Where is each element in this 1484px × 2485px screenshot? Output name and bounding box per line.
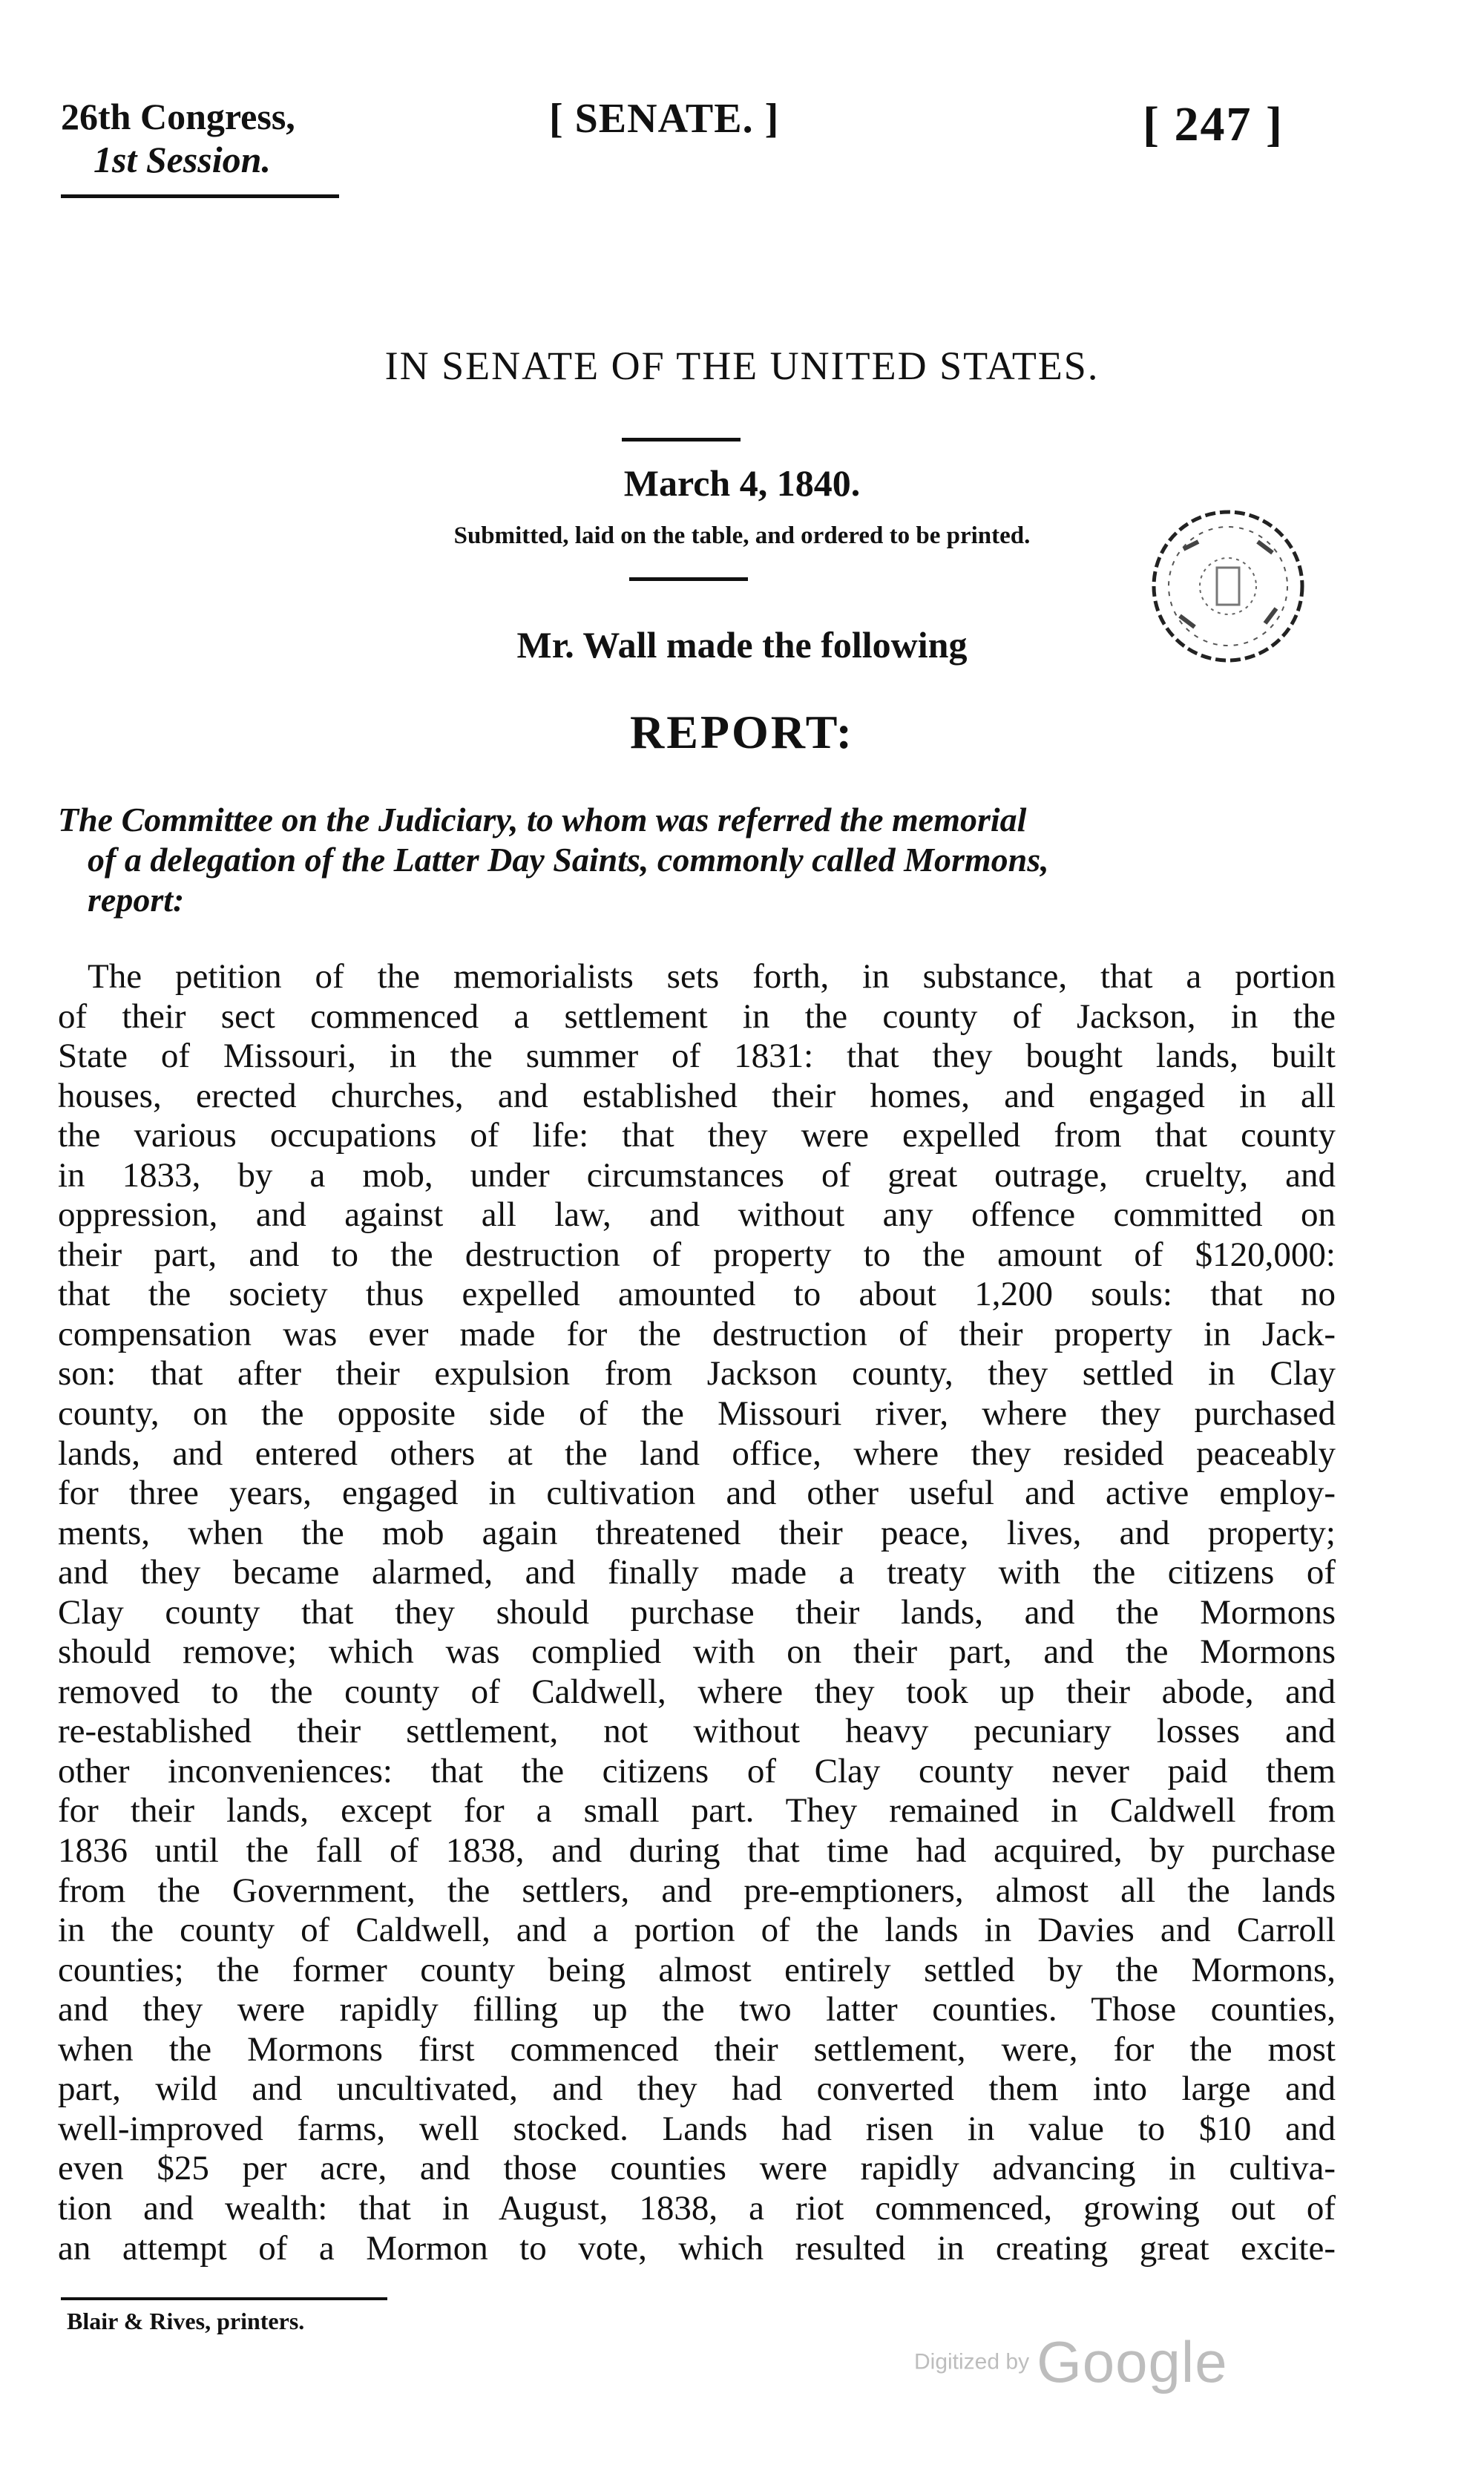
body-line: an attempt of a Mormon to vote, which resulted in creating great excite-: [58, 2228, 1336, 2268]
body-line: for their lands, except for a small part. They remained in Caldwell from: [58, 1791, 1336, 1831]
body-line: son: that after their expulsion from Jackson county, they settled in Clay: [58, 1354, 1336, 1393]
body-line: for three years, engaged in cultivation and other useful and active employ-: [58, 1474, 1336, 1513]
body-line: and they became alarmed, and finally made a treaty with the citizens of: [58, 1553, 1336, 1592]
body-line: ments, when the mob again threatened their peace, lives, and property;: [58, 1513, 1336, 1552]
committee-line: report:: [88, 881, 185, 919]
submitted-note: Submitted, laid on the table, and ordered to be printed.: [453, 522, 1031, 549]
body-line: oppression, and against all law, and without any offence committed on: [58, 1195, 1336, 1235]
body-line: The petition of the memorialists sets forth, in substance, that a portion: [88, 957, 1336, 996]
committee-line: of a delegation of the Latter Day Saints, commonly called Mormons,: [88, 841, 1049, 879]
body-line: of their sect commenced a settlement in the county of Jackson, in the: [58, 997, 1336, 1036]
watermark-prefix: Digitized by: [914, 2349, 1030, 2374]
committee-preamble: [58, 800, 1334, 920]
body-line: compensation was ever made for the destruction of their property in Jack-: [58, 1314, 1336, 1353]
body-line: part, wild and uncultivated, and they had converted them into large and: [58, 2069, 1336, 2109]
committee-line: The Committee on the Judiciary, to whom was referred the memorial: [58, 801, 1027, 838]
title-divider: [622, 438, 741, 441]
mr-wall-made-following: Mr. Wall made the following: [516, 624, 968, 666]
body-line: should remove; which was complied with on their part, and the Mormons: [58, 1632, 1336, 1672]
footer-rule: [61, 2297, 387, 2300]
body-line: in the county of Caldwell, and a portion of the lands in Davies and Carroll: [58, 1911, 1336, 1950]
body-line: their part, and to the destruction of property to the amount of $120,000:: [58, 1235, 1336, 1274]
body-line: in 1833, by a mob, under circumstances of great outrage, cruelty, and: [58, 1155, 1336, 1195]
body-line: when the Mormons first commenced their settlement, were, for the most: [58, 2029, 1336, 2069]
body-line: Clay county that they should purchase their lands, and the Mormons: [58, 1592, 1336, 1632]
body-line: re-established their settlement, not without heavy pecuniary losses and: [58, 1712, 1336, 1751]
body-line: county, on the opposite side of the Missouri river, where they purchased: [58, 1394, 1336, 1434]
body-line: counties; the former county being almost entirely settled by the Mormons,: [58, 1950, 1336, 1989]
printers-credit: Blair & Rives, printers.: [67, 2308, 305, 2334]
report-body: [58, 957, 1336, 2268]
body-line: from the Government, the settlers, and pre-emptioners, almost all the lands: [58, 1871, 1336, 1910]
body-line: 1836 until the fall of 1838, and during that time had acquired, by purchase: [58, 1831, 1336, 1871]
congress-label: 26th Congress,: [61, 96, 295, 137]
body-line: removed to the county of Caldwell, where they took up their abode, and: [58, 1672, 1336, 1711]
page-number: [ 247 ]: [1143, 97, 1284, 151]
body-line: other inconveniences: that the citizens of Clay county never paid them: [58, 1751, 1336, 1790]
body-line: State of Missouri, in the summer of 1831: that they bought lands, built: [58, 1037, 1336, 1076]
date-divider: [629, 577, 748, 581]
digitized-by-google-watermark: [914, 2328, 1228, 2396]
body-line: that the society thus expelled amounted to about 1,200 souls: that no: [58, 1275, 1336, 1314]
google-wordmark: Google: [1037, 2329, 1228, 2394]
report-heading: REPORT:: [630, 706, 854, 758]
body-line: the various occupations of life: that they were expelled from that county: [58, 1116, 1336, 1155]
report-date: March 4, 1840.: [623, 462, 861, 504]
document-title: IN SENATE OF THE UNITED STATES.: [384, 344, 1100, 388]
chamber-label: [ SENATE. ]: [549, 96, 780, 142]
body-line: well-improved farms, well stocked. Lands had risen in value to $10 and: [58, 2109, 1336, 2148]
body-line: tion and wealth: that in August, 1838, a riot commenced, growing out of: [58, 2188, 1336, 2228]
header-rule: [61, 194, 339, 198]
session-label: 1st Session.: [93, 139, 271, 180]
body-line: and they were rapidly filling up the two latter counties. Those counties,: [58, 1990, 1336, 2029]
body-line: even $25 per acre, and those counties were rapidly advancing in cultiva-: [58, 2149, 1336, 2188]
body-line: houses, erected churches, and established their homes, and engaged in all: [58, 1076, 1336, 1115]
body-line: lands, and entered others at the land office, where they resided peaceably: [58, 1434, 1336, 1473]
congress-session-block: [61, 95, 295, 181]
